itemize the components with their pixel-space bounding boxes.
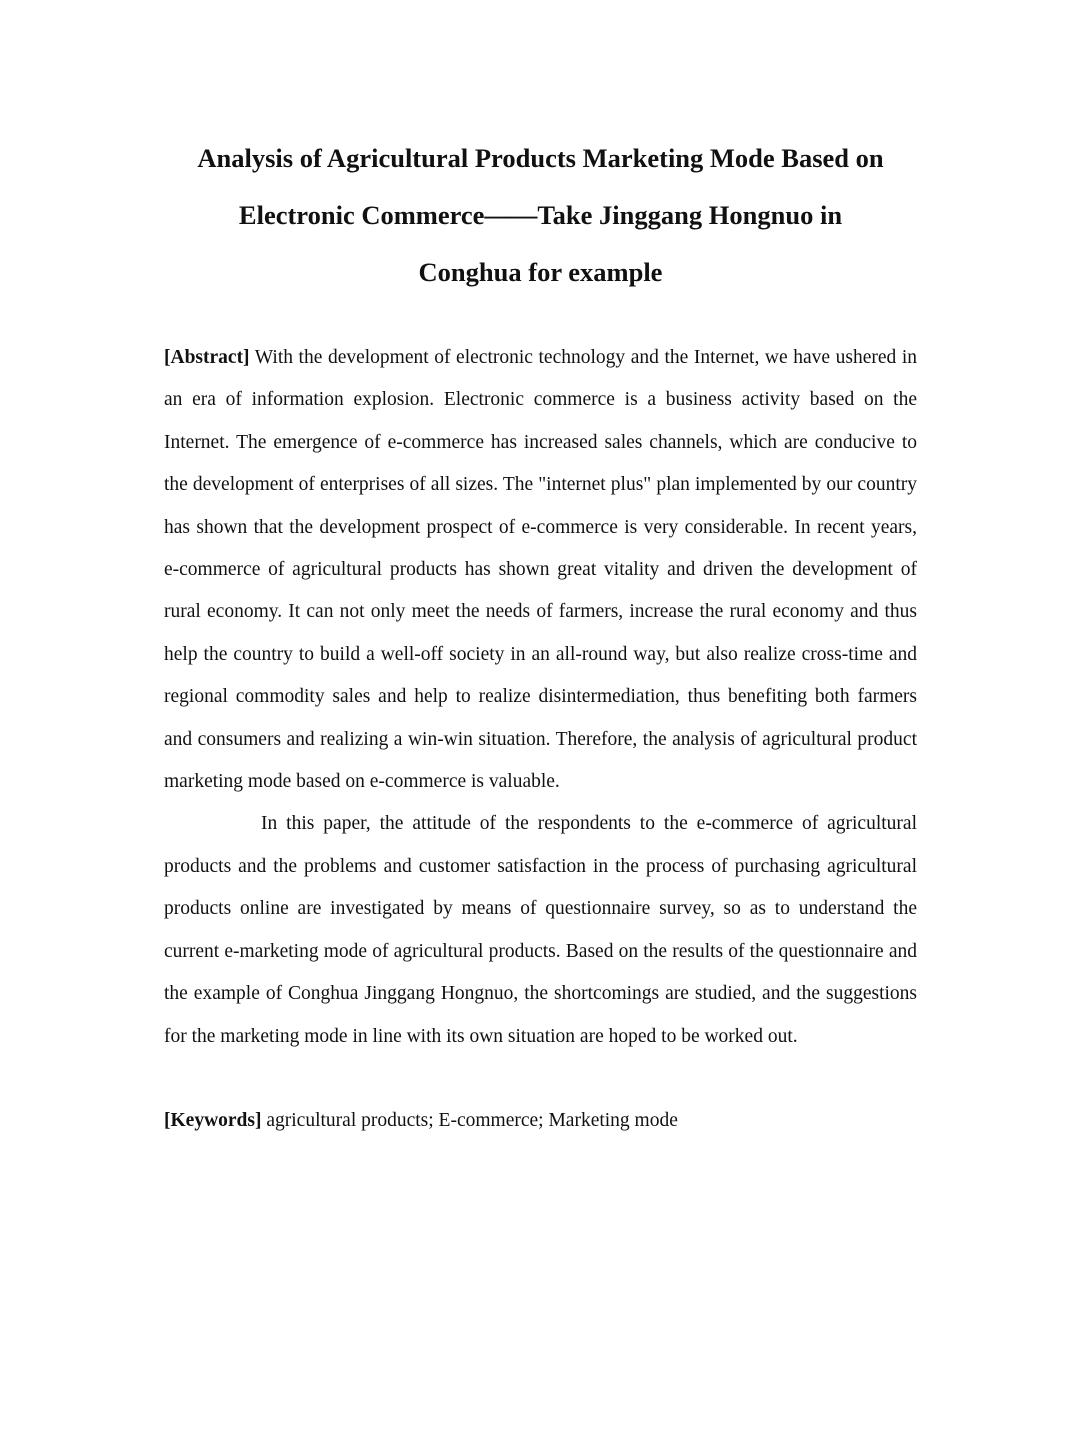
title-line-1: Analysis of Agricultural Products Marketing Mode Based on <box>197 143 884 173</box>
paper-page <box>164 130 917 1142</box>
abstract-paragraph-2: In this paper, the attitude of the respondents to the e-commerce of agricultural products and the problems and customer satisfaction in the process of purchasing agricultural products online are investigated by means of questionnaire survey, so as to understand the current e-marketing mode of agricultural products. Based on the results of the questionnaire and the example of Conghua Jinggang Hongnuo, the shortcomings are studied, and the suggestions for the marketing mode in line with its own situation are hoped to be worked out. <box>164 813 917 1047</box>
keywords-section <box>164 1100 917 1142</box>
keywords-text: agricultural products; E-commerce; Marketing mode <box>266 1109 678 1131</box>
abstract-paragraph-1 <box>164 337 917 803</box>
abstract-paragraph-1-text: With the development of electronic technology and the Internet, we have ushered in an era of information explosion. Electronic commerce is a business activity based on the Internet. The emergence of e-commerce has increased sales channels, which are conducive to the development of enterprises of all sizes. The "internet plus" plan implemented by our country has shown that the development prospect of e-commerce is very considerable. In recent years, e-commerce of agricultural products has shown great vitality and driven the development of rural economy. It can not only meet the needs of farmers, increase the rural economy and thus help the country to build a well-off society in an all-round way, but also realize cross-time and regional commodity sales and help to realize disintermediation, thus benefiting both farmers and consumers and realizing a win-win situation. Therefore, the analysis of agricultural product marketing mode based on e-commerce is valuable. <box>164 347 917 793</box>
keywords-label: [Keywords] <box>164 1109 262 1131</box>
abstract-section <box>164 337 917 1058</box>
title-line-3: Conghua for example <box>418 257 663 287</box>
abstract-label: [Abstract] <box>164 347 250 368</box>
title-line-2: Electronic Commerce——Take Jinggang Hongnuo in <box>238 200 843 230</box>
paper-title <box>164 130 917 301</box>
